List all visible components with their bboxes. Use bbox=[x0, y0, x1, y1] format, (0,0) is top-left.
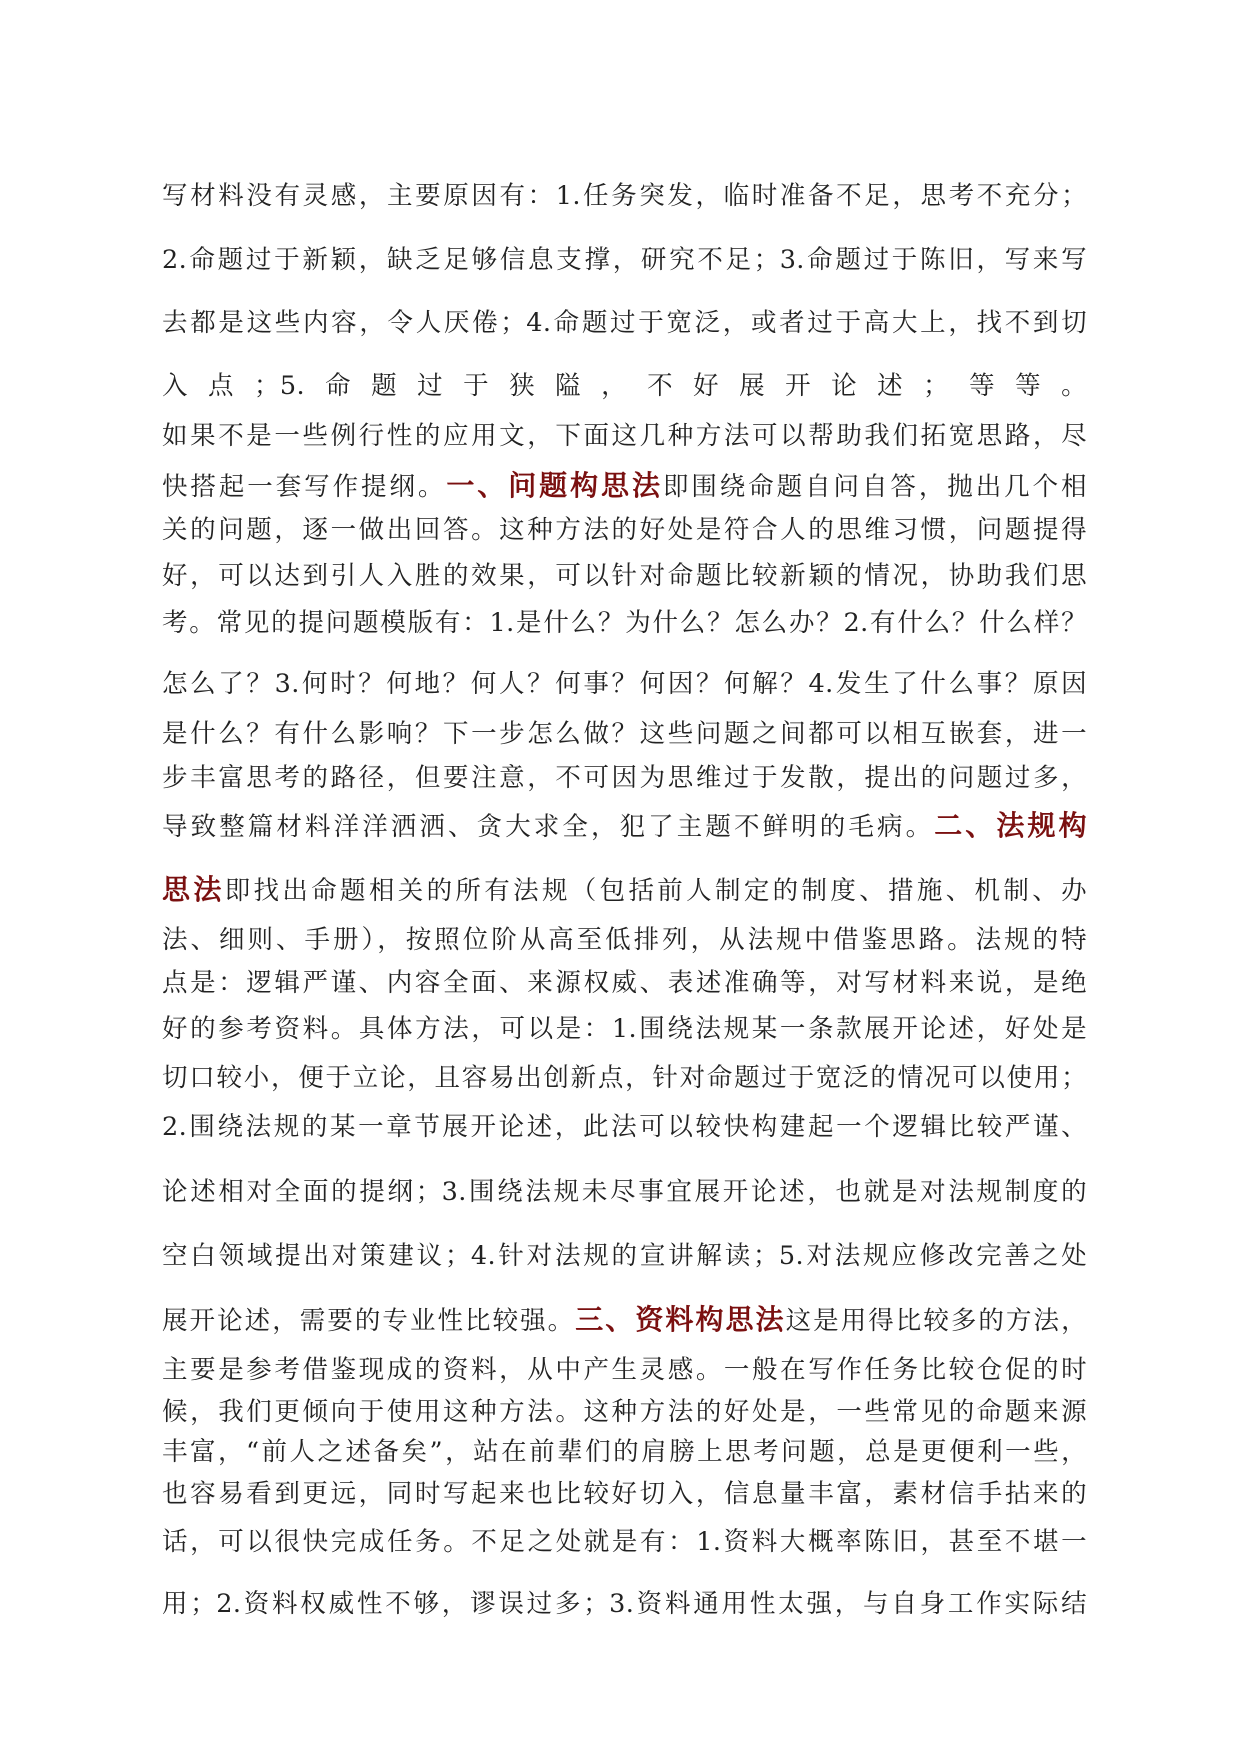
text-line bbox=[162, 462, 1087, 510]
text-line bbox=[162, 362, 1087, 410]
section-heading-regulation-method: 二、法规构 bbox=[934, 809, 1087, 842]
text-line bbox=[162, 1168, 1087, 1216]
text-segment: 即围绕命题自问自答，抛出几个相 bbox=[662, 472, 1087, 502]
text-line bbox=[162, 236, 1087, 284]
text-segment: 也容易看到更远，同时写起来也比较好切入，信息量丰富，素材信手拈来的 bbox=[162, 1479, 1087, 1509]
text-segment: 这是用得比较多的方法， bbox=[785, 1306, 1087, 1336]
text-segment: 好，可以达到引人入胜的效果，可以针对命题比较新颖的情况，协助我们思 bbox=[162, 561, 1087, 591]
text-line bbox=[162, 1428, 1087, 1476]
text-line bbox=[162, 754, 1087, 802]
section-heading-material-method: 三、资料构思法 bbox=[575, 1303, 786, 1336]
text-segment: 入点；5.命题过于狭隘，不好展开论述；等等。 bbox=[162, 371, 1087, 401]
text-segment: 丰富，“前人之述备矣”，站在前辈们的肩膀上思考问题，总是更便利一些， bbox=[162, 1437, 1087, 1467]
text-line bbox=[162, 1232, 1087, 1280]
text-line bbox=[162, 959, 1087, 1007]
text-line bbox=[162, 1580, 1087, 1628]
text-segment: 考。常见的提问题模版有：1.是什么？为什么？怎么办？2.有什么？什么样？ bbox=[162, 608, 1087, 638]
text-segment: 点是：逻辑严谨、内容全面、来源权威、表述准确等，对写材料来说，是绝 bbox=[162, 968, 1087, 998]
text-segment: 即找出命题相关的所有法规（包括前人制定的制度、措施、机制、办 bbox=[224, 876, 1087, 906]
text-line bbox=[162, 916, 1087, 964]
text-segment: 去都是这些内容，令人厌倦；4.命题过于宽泛，或者过于高大上，找不到切 bbox=[162, 308, 1087, 338]
text-segment: 如果不是一些例行性的应用文，下面这几种方法可以帮助我们拓宽思路，尽 bbox=[162, 421, 1087, 451]
text-segment: 步丰富思考的路径，但要注意，不可因为思维过于发散，提出的问题过多， bbox=[162, 763, 1087, 793]
text-segment: 用；2.资料权威性不够，谬误过多；3.资料通用性太强，与自身工作实际结 bbox=[162, 1589, 1087, 1619]
text-segment: 写材料没有灵感，主要原因有：1.任务突发，临时准备不足，思考不充分； bbox=[162, 181, 1087, 211]
text-segment: 空白领域提出对策建议；4.针对法规的宣讲解读；5.对法规应修改完善之处 bbox=[162, 1241, 1087, 1271]
text-segment: 主要是参考借鉴现成的资料，从中产生灵感。一般在写作任务比较仓促的时 bbox=[162, 1355, 1087, 1385]
text-line bbox=[162, 866, 1087, 914]
text-line bbox=[162, 802, 1087, 850]
text-segment: 怎么了？3.何时？何地？何人？何事？何因？何解？4.发生了什么事？原因 bbox=[162, 669, 1087, 699]
text-line bbox=[162, 172, 1087, 220]
text-line bbox=[162, 1470, 1087, 1518]
text-line bbox=[162, 1346, 1087, 1394]
text-segment: 导致整篇材料洋洋洒洒、贪大求全，犯了主题不鲜明的毛病。 bbox=[162, 812, 935, 842]
text-segment: 候，我们更倾向于使用这种方法。这种方法的好处是，一些常见的命题来源 bbox=[162, 1397, 1087, 1427]
text-line bbox=[162, 412, 1087, 460]
text-segment: 好的参考资料。具体方法，可以是：1.围绕法规某一条款展开论述，好处是 bbox=[162, 1014, 1087, 1044]
text-segment: 是什么？有什么影响？下一步怎么做？这些问题之间都可以相互嵌套，进一 bbox=[162, 719, 1087, 749]
text-line bbox=[162, 1054, 1087, 1102]
text-segment: 关的问题，逐一做出回答。这种方法的好处是符合人的思维习惯，问题提得 bbox=[162, 515, 1087, 545]
text-line bbox=[162, 506, 1087, 554]
section-heading-regulation-method-cont: 思法 bbox=[162, 873, 225, 906]
section-heading-problem-method: 一、问题构思法 bbox=[446, 469, 663, 502]
text-line bbox=[162, 660, 1087, 708]
text-segment: 展开论述，需要的专业性比较强。 bbox=[162, 1306, 576, 1336]
text-line bbox=[162, 1296, 1087, 1344]
text-line bbox=[162, 299, 1087, 347]
text-segment: 快搭起一套写作提纲。 bbox=[162, 472, 447, 502]
text-line bbox=[162, 710, 1087, 758]
text-line bbox=[162, 1518, 1087, 1566]
text-segment: 法、细则、手册），按照位阶从高至低排列，从法规中借鉴思路。法规的特 bbox=[162, 925, 1087, 955]
text-line bbox=[162, 1005, 1087, 1053]
text-segment: 切口较小，便于立论，且容易出创新点，针对命题过于宽泛的情况可以使用； bbox=[162, 1063, 1087, 1093]
text-segment: 话，可以很快完成任务。不足之处就是有：1.资料大概率陈旧，甚至不堪一 bbox=[162, 1527, 1087, 1557]
text-segment: 2.命题过于新颖，缺乏足够信息支撑，研究不足；3.命题过于陈旧，写来写 bbox=[162, 245, 1087, 275]
text-segment: 2.围绕法规的某一章节展开论述，此法可以较快构建起一个逻辑比较严谨、 bbox=[162, 1112, 1087, 1142]
text-line bbox=[162, 552, 1087, 600]
text-line bbox=[162, 599, 1087, 647]
text-line bbox=[162, 1103, 1087, 1151]
text-segment: 论述相对全面的提纲；3.围绕法规未尽事宜展开论述，也就是对法规制度的 bbox=[162, 1177, 1087, 1207]
